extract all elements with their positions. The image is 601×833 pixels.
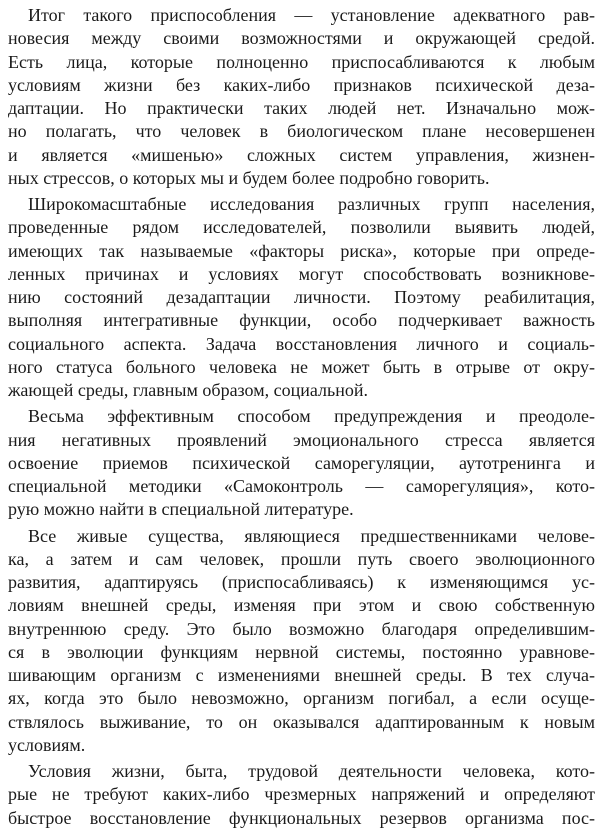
paragraph-living-conditions <box>0 760 601 830</box>
text-line: выполняя интегративные функции, особо подчеркивает важность <box>8 310 595 331</box>
text-line: имеющих так называемые «факторы риска», которые при опреде- <box>8 240 595 261</box>
text-line: ных стрессов, о которых мы и будем более подробно говорить. <box>8 167 490 188</box>
text-line: но полагать, что человек в биологическом плане несовершенен <box>8 121 595 142</box>
text-line: освоение приемов психической саморегуляции, аутотренинга и <box>8 452 595 473</box>
text-line: ствлялось выживание, то он оказывался адаптированным к новым <box>8 711 595 732</box>
text-line: Широкомасштабные исследования различных групп населения, <box>28 194 595 214</box>
text-line: Условия жизни, быта, трудовой деятельности человека, кото- <box>28 761 595 781</box>
text-line: Все живые существа, являющиеся предшественниками челове- <box>28 525 595 546</box>
book-page <box>0 4 601 833</box>
paragraph-adaptation-balance <box>0 4 601 190</box>
paragraph-evolution <box>0 525 601 758</box>
text-line: быстрое восстановление функциональных резервов организма пос- <box>8 807 595 828</box>
text-line: нию состояний дезадаптации личности. Поэтому реабилитация, <box>8 287 595 307</box>
text-line: даптации. Но практически таких людей нет. Изначально мож- <box>8 98 595 118</box>
text-line: развития, адаптируясь (приспосабливаясь) к изменяющимся ус- <box>8 572 595 592</box>
text-line: специальной методики «Самоконтроль — саморегуляция», кото- <box>8 476 595 496</box>
text-line: Есть лица, которые полноценно приспосабливаются к любым <box>8 51 595 72</box>
text-line: ях, когда это было невозможно, организм погибал, а если осуще- <box>8 688 595 709</box>
text-line: Весьма эффективным способом предупреждения и преодоле- <box>28 406 595 427</box>
text-line: ся в эволюции функциям нервной системы, постоянно уравнове- <box>8 641 595 662</box>
text-line: ния негативных проявлений эмоционального стресса является <box>8 429 595 450</box>
text-line: ного статуса больного человека не может быть в отрыве от окру- <box>8 356 595 377</box>
text-line: рую можно найти в специальной литературе. <box>8 499 354 520</box>
text-line: жающей среды, главным образом, социальной. <box>8 380 368 400</box>
text-line: ленных причинах и условиях могут способствовать возникнове- <box>8 263 595 284</box>
text-line: Итог такого приспособления — установление адекватного рав- <box>28 5 595 25</box>
paragraph-self-regulation <box>0 405 601 521</box>
text-line: шивающим организм с изменениями внешней среды. В тех случа- <box>8 665 595 685</box>
text-line: условиям жизни без каких-либо признаков психической деза- <box>8 74 595 95</box>
text-line: социального аспекта. Задача восстановления личного и социаль- <box>8 333 595 354</box>
text-line: условиям. <box>8 734 86 755</box>
text-line: проведенные рядом исследователей, позволили выявить людей, <box>8 217 595 238</box>
text-line: новесия между своими возможностями и окружающей средой. <box>8 28 595 49</box>
text-line: ка, а затем и сам человек, прошли путь своего эволюционного <box>8 548 595 569</box>
text-line: ловиям внешней среды, изменяя при этом и свою собственную <box>8 595 595 616</box>
text-line: рые не требуют каких-либо чрезмерных напряжений и определяют <box>8 784 595 805</box>
paragraph-risk-factors <box>0 193 601 402</box>
text-line: и является «мишенью» сложных систем управления, жизнен- <box>8 144 595 165</box>
text-line: внутреннюю среду. Это было возможно благодаря определившим- <box>8 618 595 639</box>
